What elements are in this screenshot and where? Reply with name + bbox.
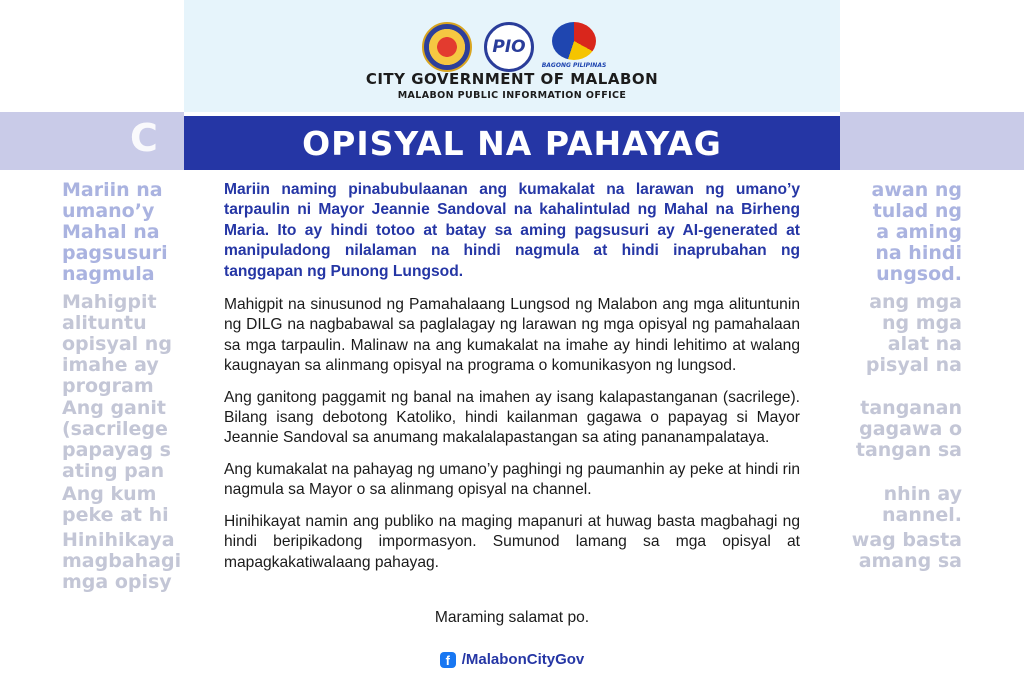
social-link[interactable] (184, 651, 840, 668)
title-banner (184, 116, 840, 170)
statement-body (224, 180, 800, 584)
statement-card (184, 0, 840, 683)
paragraph-dilg: Mahigpit na sinusunod ng Pamahalaang Lungsod ng Malabon ang mga alituntunin ng DILG na nagbabawal sa paglalagay ng larawan ng mga opisyal ng pamahalaan sa mga tarpaulin. Malinaw na ang kumakalat na imahe ay hindi lehitimo at walang kaugnayan sa alinmang opisyal na programa o komunikasyon ng lungsod. (224, 296, 800, 375)
background-echo: C Mariin na awan ng umano’y tulad ng Mahal na a aming pagsusuri na hindi nagmula ungsod. Mahigpit ang mga alituntu ng mga opisyal ng alat na imahe ay pisyal na program Ang ganit tanganan (sacrilege gagawa o papayag s tangan sa ating pan Ang kum nhin ay peke at hi nannel. Hinihikaya wag basta magbahagi amang sa mga opisy (0, 0, 1024, 683)
logo-row (184, 22, 840, 72)
lead-paragraph: Mariin naming pinabubulaanan ang kumakalat na larawan ng umano’y tarpaulin ni Mayor Jeannie Sandoval na kahalintulad ng Mahal na Birheng Maria. Ito ay hindi totoo at batay sa aming pagsusuri ay AI-generated at manipuladong nilalaman na hindi nagmula at hindi inaprubahan ng tanggapan ng Punong Lungsod. (224, 181, 800, 280)
city-seal-logo (422, 22, 472, 72)
facebook-icon: f (440, 652, 456, 668)
closing-line: Maraming salamat po. (434, 609, 590, 626)
paragraph-sacrilege: Ang ganitong paggamit ng banal na imahen ay isang kalapastanganan (sacrilege). Bilang isang debotong Katoliko, hindi kailanman gagawa o papayag si Mayor Jeannie Sandoval sa anumang makalalapastangan sa ating pananampalataya. (224, 388, 800, 447)
page-title: OPISYAL NA PAHAYAG (302, 123, 722, 163)
bagong-pilipinas-logo: BAGONG PILIPINAS (546, 22, 602, 72)
paragraph-apology: Ang kumakalat na pahayag ng umano’y paghingi ng paumanhin ay peke at hindi rin nagmula sa Mayor o sa alinmang opisyal na channel. (224, 460, 800, 499)
pio-logo: PIO (484, 22, 534, 72)
header (184, 0, 840, 112)
facebook-handle[interactable]: /MalabonCityGov (461, 651, 585, 668)
org-subtitle: MALABON PUBLIC INFORMATION OFFICE (397, 90, 627, 101)
paragraph-call-to-action: Hinihikayat namin ang publiko na maging mapanuri at huwag basta magbahagi ng hindi beripikadong impormasyon. Sumunod lamang sa mga opisyal at mapagkakatiwalaang pahayag. (224, 512, 800, 571)
org-title: CITY GOVERNMENT OF MALABON (365, 70, 659, 88)
